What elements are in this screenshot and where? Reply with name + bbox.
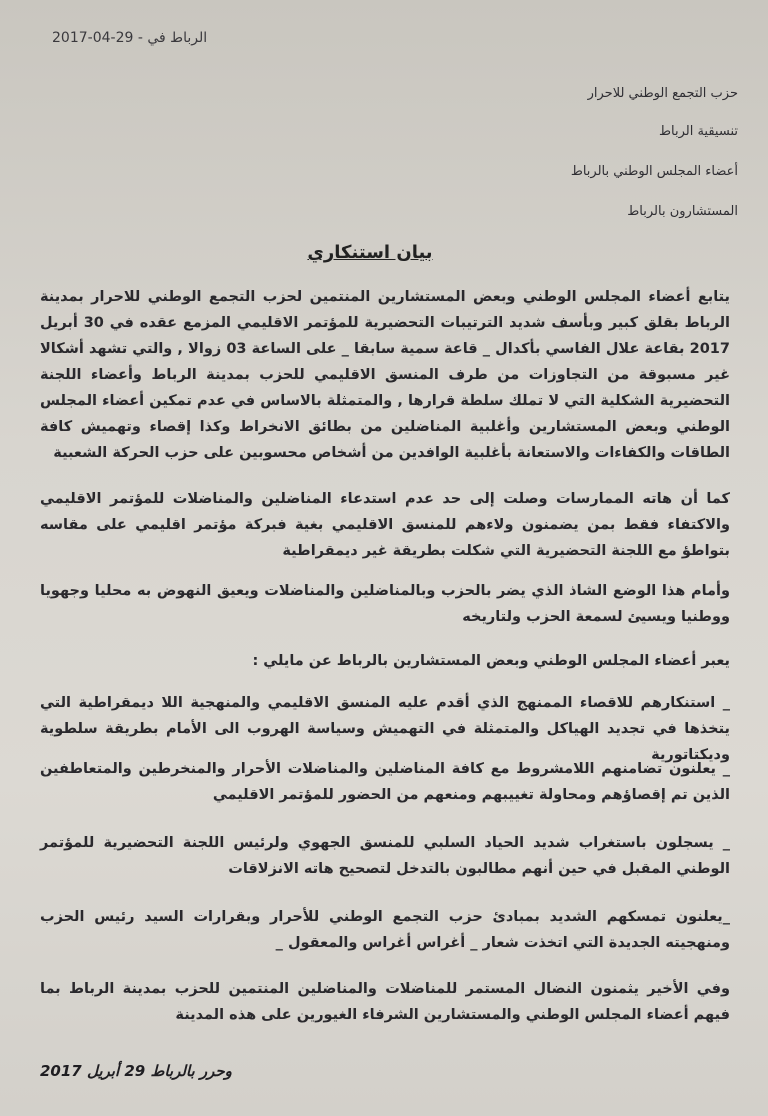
- paragraph-situation: وأمام هذا الوضع الشاذ الذي يضر بالحزب وبالمناضلين والمناضلات ويعيق النهوض به محليا وجهويا ووطنيا ويسيئ لسمعة الحزب ولتاريخه: [40, 583, 730, 625]
- addressee-coordination: تنسيقية الرباط: [658, 124, 738, 139]
- paragraph-intro: يتابع أعضاء المجلس الوطني وبعض المستشارين المنتمين لحزب التجمع الوطني للاحرار بمدينة الرباط بقلق كبير وبأسف شديد الترتيبات التحضيرية للمؤتمر الاقليمي المزمع عقده في 30 أبريل 2017 بقاعة علال الفاسي بأكدال _ قاعة سمية سابقا _ على الساعة 03 زوالا , والتي تشهد أشكالا غير مسبوقة من التجاوزات من طرف المنسق الاقليمي للحزب بمدينة الرباط وأعضاء اللجنة التحضيرية الشكلية التي لا تملك سلطة قرارها , والمتمثلة بالاساس في عدم تمكين أعضاء المجلس الوطني وبعض المستشارين وأغلبية المناضلين من بطائق الانخراط وكذا إقصاء وتهميش كافة الطاقات والكفاءات والاستعانة بأغلبية الوافدين من أشخاص محسوبين على حزب الحركة الشعبية: [40, 289, 730, 461]
- paragraph-conclusion: وفي الأخير يثمنون النضال المستمر للمناضلات والمناضلين المنتمين للحزب بمدينة الرباط بما فيهم أعضاء المجلس الوطني والمستشارين الشرفاء الغيورين على هذه المدينة: [40, 981, 730, 1023]
- document-title: بيان استنكاري: [307, 242, 433, 263]
- addressee-council-members: أعضاء المجلس الوطني بالرباط: [570, 164, 738, 179]
- paragraph-practices: كما أن هاته الممارسات وصلت إلى حد عدم استدعاء المناضلين والمناضلات للمؤتمر الاقليمي والاكتفاء فقط بمن يضمنون ولاءهم للمنسق الاقليمي بغية فبركة مؤتمر اقليمي على مقاسه بتواطؤ مع اللجنة التحضيرية التي شكلت بطريقة غير ديمقراطية: [40, 491, 730, 559]
- paragraph-point-principles: _يعلنون تمسكهم الشديد بمبادئ حزب التجمع الوطني للأحرار وبقرارات السيد رئيس الحزب ومنهجيته الجديدة التي اتخذت شعار _ أغراس أغراس والمعقول _: [40, 909, 730, 951]
- paragraph-point-neutrality: _ يسجلون باستغراب شديد الحياد السلبي للمنسق الجهوي ولرئيس اللجنة التحضيرية للمؤتمر الوطني المقبل في حين أنهم مطالبون بالتدخل لتصحيح هاته الانزلاقات: [40, 835, 730, 877]
- paragraph-point-condemn: _ استنكارهم للاقصاء الممنهج الذي أقدم عليه المنسق الاقليمي والمنهجية اللا ديمقراطية التي يتخذها في تجديد الهياكل والمتمثلة في التهميش وسياسة الهروب الى الأمام بطريقة سلطوية وديكتاتورية: [40, 695, 730, 763]
- paragraph-point-solidarity: _ يعلنون تضامنهم اللامشروط مع كافة المناضلين والمناضلات الأحرار والمنخرطين والمتعاطفين الذين تم إقصاؤهم ومحاولة تغييبهم ومنعهم من الحضور للمؤتمر الاقليمي: [40, 761, 730, 803]
- addressee-party: حزب التجمع الوطني للاحرار: [587, 86, 738, 101]
- date-line: الرباط في - 29-04-2017: [52, 30, 208, 46]
- paragraph-statement-intro: يعبر أعضاء المجلس الوطني وبعض المستشارين بالرباط عن مايلي :: [252, 653, 730, 669]
- closing-date: وحرر بالرباط 29 أبريل 2017: [40, 1062, 232, 1080]
- addressee-councillors: المستشارون بالرباط: [627, 204, 738, 219]
